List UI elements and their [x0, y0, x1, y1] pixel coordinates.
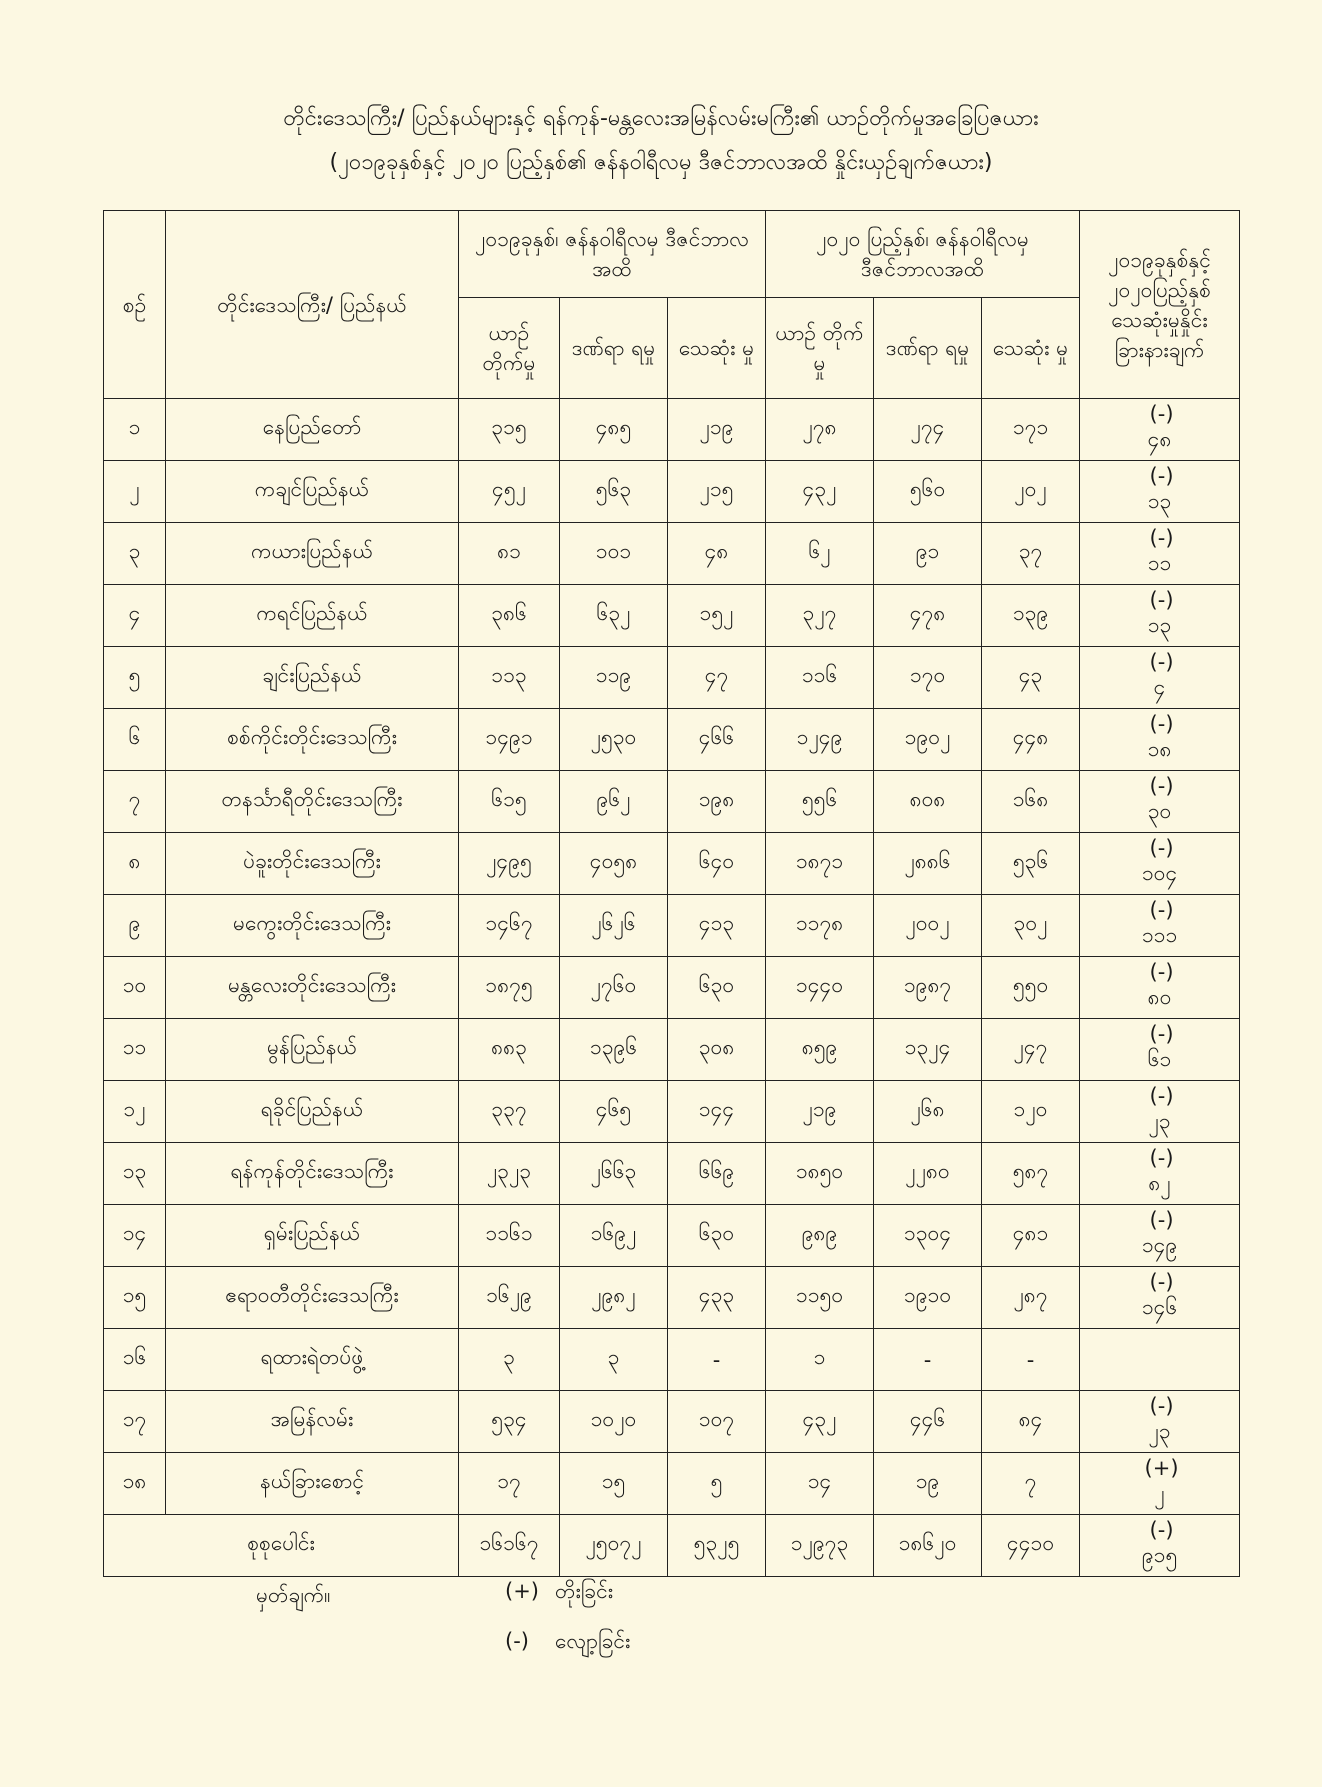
deaths-2020: ၅၈၇ [982, 1143, 1080, 1205]
accidents-2020: ၁၁၅၀ [766, 1267, 874, 1329]
accidents-2019: ၂၄၉၅ [459, 833, 560, 895]
death-difference-cell [1080, 647, 1240, 709]
deaths-2020: - [982, 1329, 1080, 1391]
accidents-2019: ၆၁၅ [459, 771, 560, 833]
table-row [104, 461, 1240, 523]
table-row [104, 709, 1240, 771]
accidents-2020: ၄၃၂ [766, 1391, 874, 1453]
row-number: ၈ [104, 833, 166, 895]
row-number: ၁၃ [104, 1143, 166, 1205]
accidents-2019: ၈၁ [459, 523, 560, 585]
injured-2020: ၁၃၀၄ [874, 1205, 982, 1267]
injured-2019: ၂၉၈၂ [560, 1267, 668, 1329]
notes-label: မှတ်ချက်။ [256, 1583, 331, 1607]
deaths-2019: ၆၆၉ [668, 1143, 766, 1205]
row-number: ၄ [104, 585, 166, 647]
death-difference-cell [1080, 585, 1240, 647]
region-name: ချင်းပြည်နယ် [166, 647, 459, 709]
deaths-2020: ၁၆၈ [982, 771, 1080, 833]
table-row [104, 1081, 1240, 1143]
accidents-2019: ၃၃၇ [459, 1081, 560, 1143]
death-difference-cell [1080, 771, 1240, 833]
deaths-2020: ၄၈၁ [982, 1205, 1080, 1267]
accidents-2019: ၁၇ [459, 1453, 560, 1515]
legend-plus-text: တိုးခြင်း [555, 1579, 614, 1603]
deaths-2020: ၁၃၉ [982, 585, 1080, 647]
accidents-2020: ၁၁၇၈ [766, 895, 874, 957]
accidents-2019: ၃၈၆ [459, 585, 560, 647]
deaths-2020: ၃၀၂ [982, 895, 1080, 957]
table-row [104, 1205, 1240, 1267]
deaths-2020: ၁၂၀ [982, 1081, 1080, 1143]
region-name: နေပြည်တော် [166, 399, 459, 461]
death-difference: ၁၄၉ [1141, 1233, 1178, 1257]
death-difference-cell [1080, 1205, 1240, 1267]
death-difference-cell [1080, 709, 1240, 771]
death-difference-cell [1080, 399, 1240, 461]
document-subtitle: (၂၀၁၉ခုနှစ်နှင့် ၂၀၂၀ ပြည့်နှစ်၏ ဇန်နဝါရီလမှ ဒီဇင်ဘာလအထိ နှိုင်းယှဉ်ချက်ဇယား) [329, 150, 993, 175]
death-difference-cell [1080, 523, 1240, 585]
deaths-2020: ၁၇၁ [982, 399, 1080, 461]
row-number: ၇ [104, 771, 166, 833]
accidents-2019: ၃ [459, 1329, 560, 1391]
deaths-2019: ၁၀၇ [668, 1391, 766, 1453]
accidents-2020: ၁၈၇၁ [766, 833, 874, 895]
total-deaths-2019: ၅၃၂၅ [668, 1515, 766, 1577]
injured-2020: ၁၇၀ [874, 647, 982, 709]
total-accidents-2020: ၁၂၉၇၃ [766, 1515, 874, 1577]
region-name: ကချင်ပြည်နယ် [166, 461, 459, 523]
deaths-2019: ၂၁၅ [668, 461, 766, 523]
injured-2019: ၁၁၉ [560, 647, 668, 709]
total-label: စုစုပေါင်း [104, 1515, 459, 1577]
death-difference: ၂၃ [1148, 1109, 1171, 1133]
difference-sign: (-) [1149, 1394, 1174, 1418]
injured-2019: ၄၈၅ [560, 399, 668, 461]
table-row [104, 957, 1240, 1019]
accidents-2019: ၂၃၂၃ [459, 1143, 560, 1205]
death-difference: ၁၁ [1147, 551, 1172, 575]
table-row [104, 1329, 1240, 1391]
header-accidents-2019: ယာဉ် တိုက်မှု [459, 298, 560, 399]
deaths-2019: ၂၁၉ [668, 399, 766, 461]
difference-sign: (-) [1149, 836, 1174, 860]
table-row [104, 399, 1240, 461]
region-name: တနင်္သာရီတိုင်းဒေသကြီး [166, 771, 459, 833]
accidents-2020: ၁၂၄၉ [766, 709, 874, 771]
region-name: ရထားရဲတပ်ဖွဲ့ [166, 1329, 459, 1391]
row-number: ၁၅ [104, 1267, 166, 1329]
accidents-2020: ၂၇၈ [766, 399, 874, 461]
accidents-2019: ၅၃၄ [459, 1391, 560, 1453]
region-name: ကရင်ပြည်နယ် [166, 585, 459, 647]
table-body [104, 399, 1240, 1515]
difference-sign: (-) [1149, 1084, 1174, 1108]
injured-2020: ၁၉ [874, 1453, 982, 1515]
difference-sign: (-) [1149, 1270, 1174, 1294]
header-deaths-2019: သေဆုံး မှု [668, 298, 766, 399]
difference-sign: (-) [1149, 774, 1174, 798]
accidents-2019: ၃၁၅ [459, 399, 560, 461]
table-row [104, 647, 1240, 709]
deaths-2019: - [668, 1329, 766, 1391]
death-difference: ၁၄၆ [1141, 1295, 1178, 1319]
accidents-2020: ၂၁၉ [766, 1081, 874, 1143]
death-difference: ၄ [1153, 675, 1166, 699]
table-row [104, 895, 1240, 957]
total-accidents-2019: ၁၆၁၆၇ [459, 1515, 560, 1577]
row-number: ၁၀ [104, 957, 166, 1019]
death-difference: ၈၀ [1147, 985, 1172, 1009]
accidents-2020: ၁၄ [766, 1453, 874, 1515]
injured-2019: ၁၀၂၀ [560, 1391, 668, 1453]
difference-sign: (-) [1149, 1022, 1174, 1046]
deaths-2020: ၅၃၆ [982, 833, 1080, 895]
table-row [104, 771, 1240, 833]
injured-2020: - [874, 1329, 982, 1391]
header-region: တိုင်းဒေသကြီး/ ပြည်နယ် [166, 211, 459, 399]
row-number: ၁၄ [104, 1205, 166, 1267]
death-difference-cell [1080, 1391, 1240, 1453]
header-comparison: ၂၀၁၉ခုနှစ်နှင့် ၂၀၂၀ပြည့်နှစ် သေဆုံးမှုနှိုင်း ခြားနားချက် [1080, 211, 1240, 399]
death-difference: ၈၂ [1148, 1171, 1171, 1195]
accidents-2020: ၈၅၉ [766, 1019, 874, 1081]
death-difference-cell [1080, 1143, 1240, 1205]
deaths-2019: ၁၄၄ [668, 1081, 766, 1143]
deaths-2019: ၄၇ [668, 647, 766, 709]
injured-2020: ၂၈၈၆ [874, 833, 982, 895]
header-accidents-2020: ယာဉ် တိုက်မှု [766, 298, 874, 399]
injured-2019: ၆၃၂ [560, 585, 668, 647]
deaths-2019: ၅ [668, 1453, 766, 1515]
table-row [104, 1267, 1240, 1329]
region-name: စစ်ကိုင်းတိုင်းဒေသကြီး [166, 709, 459, 771]
accidents-2020: ၃၂၇ [766, 585, 874, 647]
region-name: ရခိုင်ပြည်နယ် [166, 1081, 459, 1143]
region-name: ကယားပြည်နယ် [166, 523, 459, 585]
row-number: ၁ [104, 399, 166, 461]
deaths-2019: ၃၀၈ [668, 1019, 766, 1081]
difference-sign: (-) [1149, 526, 1174, 550]
injured-2020: ၄၄၆ [874, 1391, 982, 1453]
death-difference-cell [1080, 461, 1240, 523]
difference-sign: (-) [1149, 464, 1174, 488]
injured-2019: ၂၅၃၀ [560, 709, 668, 771]
accidents-2019: ၈၈၃ [459, 1019, 560, 1081]
death-difference: ၄၈ [1147, 427, 1172, 451]
total-difference: ၉၁၅ [1141, 1543, 1178, 1567]
total-sign: (-) [1149, 1518, 1174, 1542]
difference-sign: (-) [1149, 1208, 1174, 1232]
accidents-2020: ၉၈၉ [766, 1205, 874, 1267]
region-name: မွန်ပြည်နယ် [166, 1019, 459, 1081]
deaths-2019: ၆၄၀ [668, 833, 766, 895]
header-period-2020: ၂၀၂၀ ပြည့်နှစ်၊ ဇန်နဝါရီလမှ ဒီဇင်ဘာလအထိ [766, 211, 1080, 298]
difference-sign: (-) [1149, 402, 1174, 426]
injured-2019: ၄၀၅၈ [560, 833, 668, 895]
injured-2020: ၁၃၂၄ [874, 1019, 982, 1081]
deaths-2019: ၄၃၃ [668, 1267, 766, 1329]
header-injured-2020: ဒဏ်ရာ ရမှု [874, 298, 982, 399]
death-difference-cell [1080, 1329, 1240, 1391]
row-number: ၁၆ [104, 1329, 166, 1391]
deaths-2020: ၅၅၀ [982, 957, 1080, 1019]
document-title: တိုင်းဒေသကြီး/ ပြည်နယ်များနှင့် ရန်ကုန်-မန္တလေးအမြန်လမ်းမကြီး၏ ယာဉ်တိုက်မှုအခြေပြဇယား [283, 106, 1039, 131]
table-row [104, 1019, 1240, 1081]
table-row [104, 833, 1240, 895]
death-difference-cell [1080, 1019, 1240, 1081]
injured-2019: ၃ [560, 1329, 668, 1391]
region-name: ရန်ကုန်တိုင်းဒေသကြီး [166, 1143, 459, 1205]
injured-2019: ၁၃၉၆ [560, 1019, 668, 1081]
injured-2020: ၂၀၀၂ [874, 895, 982, 957]
injured-2019: ၁၅ [560, 1453, 668, 1515]
row-number: ၆ [104, 709, 166, 771]
header-period-2019: ၂၀၁၉ခုနှစ်၊ ဇန်နဝါရီလမှ ဒီဇင်ဘာလအထိ [459, 211, 766, 298]
legend-plus-symbol: (+) [505, 1579, 539, 1603]
death-difference-cell [1080, 833, 1240, 895]
difference-sign: (-) [1149, 960, 1174, 984]
deaths-2020: ၂၄၇ [982, 1019, 1080, 1081]
row-number: ၅ [104, 647, 166, 709]
deaths-2020: ၇ [982, 1453, 1080, 1515]
accidents-2020: ၁၈၅၀ [766, 1143, 874, 1205]
row-number: ၁၈ [104, 1453, 166, 1515]
table-row [104, 1391, 1240, 1453]
difference-sign: (-) [1149, 898, 1174, 922]
death-difference-cell [1080, 1267, 1240, 1329]
accidents-2020: ၁၁၆ [766, 647, 874, 709]
death-difference: ၁၃ [1147, 489, 1172, 513]
injured-2020: ၈၀၈ [874, 771, 982, 833]
death-difference: ၁၀၄ [1141, 861, 1178, 885]
difference-sign: (+) [1144, 1456, 1179, 1480]
accidents-2020: ၁ [766, 1329, 874, 1391]
deaths-2019: ၆၃၀ [668, 1205, 766, 1267]
death-difference: ၆၁ [1147, 1047, 1172, 1071]
accidents-2020: ၅၅၆ [766, 771, 874, 833]
injured-2020: ၂၆၈ [874, 1081, 982, 1143]
death-difference: ၂ [1154, 1481, 1165, 1505]
death-difference: ၁၈ [1147, 737, 1172, 761]
accidents-2020: ၆၂ [766, 523, 874, 585]
table-row [104, 1143, 1240, 1205]
deaths-2020: ၂၀၂ [982, 461, 1080, 523]
total-injured-2019: ၂၅၀၇၂ [560, 1515, 668, 1577]
death-difference-cell [1080, 1453, 1240, 1515]
header-injured-2019: ဒဏ်ရာ ရမှု [560, 298, 668, 399]
accidents-2019: ၁၄၆၇ [459, 895, 560, 957]
row-number: ၁၁ [104, 1019, 166, 1081]
injured-2020: ၅၆၀ [874, 461, 982, 523]
table-row [104, 523, 1240, 585]
total-row [104, 1515, 1240, 1577]
row-number: ၁၇ [104, 1391, 166, 1453]
row-number: ၃ [104, 523, 166, 585]
row-number: ၂ [104, 461, 166, 523]
region-name: မန္တလေးတိုင်းဒေသကြီး [166, 957, 459, 1019]
injured-2020: ၉၁ [874, 523, 982, 585]
region-name: ရှမ်းပြည်နယ် [166, 1205, 459, 1267]
accidents-2020: ၄၃၂ [766, 461, 874, 523]
region-name: အမြန်လမ်း [166, 1391, 459, 1453]
total-deaths-2020: ၄၄၁၀ [982, 1515, 1080, 1577]
legend-increase [505, 1576, 613, 1606]
legend-minus-symbol: (-) [505, 1629, 529, 1653]
deaths-2020: ၂၈၇ [982, 1267, 1080, 1329]
death-difference-cell [1080, 1081, 1240, 1143]
header-deaths-2020: သေဆုံး မှု [982, 298, 1080, 399]
accident-table [103, 210, 1240, 1577]
header-no: စဉ် [104, 211, 166, 399]
accidents-2019: ၄၅၂ [459, 461, 560, 523]
deaths-2019: ၆၃၀ [668, 957, 766, 1019]
deaths-2019: ၄၁၃ [668, 895, 766, 957]
legend-decrease [505, 1626, 630, 1656]
death-difference-cell [1080, 895, 1240, 957]
accidents-2019: ၁၁၃ [459, 647, 560, 709]
injured-2020: ၂၇၄ [874, 399, 982, 461]
injured-2019: ၂၇၆၀ [560, 957, 668, 1019]
deaths-2020: ၈၄ [982, 1391, 1080, 1453]
death-difference: ၁၁၁ [1141, 923, 1178, 947]
injured-2019: ၂၆၂၆ [560, 895, 668, 957]
region-name: ဧရာဝတီတိုင်းဒေသကြီး [166, 1267, 459, 1329]
injured-2019: ၉၆၂ [560, 771, 668, 833]
region-name: မကွေးတိုင်းဒေသကြီး [166, 895, 459, 957]
difference-sign: (-) [1149, 712, 1174, 736]
death-difference-cell [1080, 957, 1240, 1019]
injured-2020: ၁၉၁၀ [874, 1267, 982, 1329]
row-number: ၁၂ [104, 1081, 166, 1143]
injured-2020: ၄၇၈ [874, 585, 982, 647]
accidents-2019: ၁၁၆၁ [459, 1205, 560, 1267]
deaths-2020: ၄၄၈ [982, 709, 1080, 771]
deaths-2019: ၁၅၂ [668, 585, 766, 647]
injured-2020: ၁၉၈၇ [874, 957, 982, 1019]
death-difference: ၁၃ [1147, 613, 1172, 637]
death-difference: ၂၃ [1148, 1419, 1171, 1443]
deaths-2019: ၄၆၆ [668, 709, 766, 771]
total-injured-2020: ၁၈၆၂၀ [874, 1515, 982, 1577]
deaths-2019: ၁၉၈ [668, 771, 766, 833]
injured-2019: ၅၆၃ [560, 461, 668, 523]
difference-sign: (-) [1149, 1146, 1174, 1170]
region-name: ပဲခူးတိုင်းဒေသကြီး [166, 833, 459, 895]
injured-2020: ၂၂၈၀ [874, 1143, 982, 1205]
injured-2019: ၁၀၁ [560, 523, 668, 585]
injured-2019: ၄၆၅ [560, 1081, 668, 1143]
accidents-2019: ၁၆၂၉ [459, 1267, 560, 1329]
region-name: နယ်ခြားစောင့် [166, 1453, 459, 1515]
row-number: ၉ [104, 895, 166, 957]
total-difference-cell [1080, 1515, 1240, 1577]
death-difference: ၃၀ [1147, 799, 1172, 823]
injured-2019: ၂၆၆၃ [560, 1143, 668, 1205]
difference-sign: (-) [1149, 650, 1174, 674]
table-row [104, 1453, 1240, 1515]
injured-2020: ၁၉၀၂ [874, 709, 982, 771]
accidents-2019: ၁၄၉၁ [459, 709, 560, 771]
deaths-2019: ၄၈ [668, 523, 766, 585]
accidents-2020: ၁၄၄၀ [766, 957, 874, 1019]
legend-minus-text: လျော့ခြင်း [555, 1629, 631, 1653]
deaths-2020: ၄၃ [982, 647, 1080, 709]
injured-2019: ၁၆၉၂ [560, 1205, 668, 1267]
table-row [104, 585, 1240, 647]
difference-sign: (-) [1149, 588, 1174, 612]
deaths-2020: ၃၇ [982, 523, 1080, 585]
accidents-2019: ၁၈၇၅ [459, 957, 560, 1019]
